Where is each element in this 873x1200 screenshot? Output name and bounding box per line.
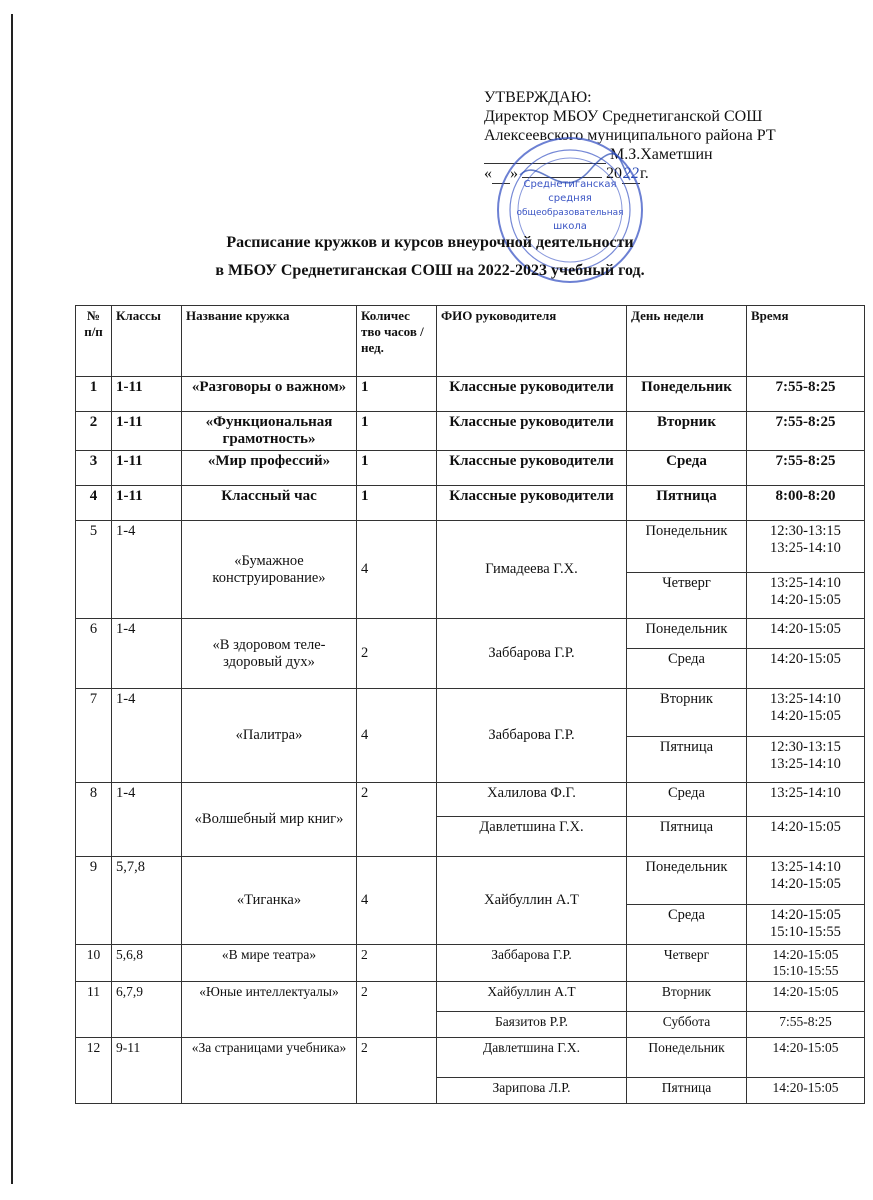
header-leader: ФИО руководителя — [437, 306, 627, 377]
title-line-1: Расписание кружков и курсов внеурочной деятельности — [226, 234, 634, 251]
table-row: Среда 14:20-15:05 — [76, 649, 865, 689]
table-header-row — [76, 306, 865, 377]
table-row: 12 9-11 «За страницами учебника» 2 Давлетшина Г.Х. Понедельник 14:20-15:05 — [76, 1038, 865, 1078]
year-handwritten: 22 — [623, 165, 639, 182]
table-row: Среда 14:20-15:05 15:10-15:55 — [76, 905, 865, 945]
header-day: День недели — [627, 306, 747, 377]
table-row: Четверг 13:25-14:10 14:20-15:05 — [76, 573, 865, 619]
header-hours: Количес тво часов /нед. — [357, 306, 437, 377]
header-time: Время — [747, 306, 865, 377]
table-row: 6 1-4 «В здоровом теле- здоровый дух» 2 Заббарова Г.Р. Понедельник 14:20-15:05 — [76, 619, 865, 649]
approval-heading: УТВЕРЖДАЮ: — [484, 89, 592, 106]
table-row: 9 5,7,8 «Тиганка» 4 Хайбуллин А.Т Понедельник 13:25-14:10 14:20-15:05 — [76, 857, 865, 905]
approval-signer: М.З.Хаметшин — [610, 146, 713, 163]
approval-line-1: Директор МБОУ Среднетиганской СОШ — [484, 108, 763, 125]
seal-text-1: Среднетиганская — [523, 179, 617, 190]
header-number: № п/п — [76, 306, 112, 377]
table-row: Баязитов Р.Р. Суббота 7:55-8:25 — [76, 1012, 865, 1038]
table-row: 2 1-11 «Функциональная грамотность» 1 Классные руководители Вторник 7:55-8:25 — [76, 412, 865, 451]
table-row: 7 1-4 «Палитра» 4 Заббарова Г.Р. Вторник 13:25-14:10 14:20-15:05 — [76, 689, 865, 737]
table-row: Зарипова Л.Р. Пятница 14:20-15:05 — [76, 1078, 865, 1104]
seal-text-4: школа — [553, 221, 587, 232]
table-row: 4 1-11 Классный час 1 Классные руководители Пятница 8:00-8:20 — [76, 486, 865, 521]
table-row: 3 1-11 «Мир профессий» 1 Классные руководители Среда 7:55-8:25 — [76, 451, 865, 486]
table-row: 10 5,6,8 «В мире театра» 2 Заббарова Г.Р. Четверг 14:20-15:05 15:10-15:55 — [76, 945, 865, 982]
school-seal-stamp — [480, 135, 660, 315]
table-row: 5 1-4 «Бумажное конструирование» 4 Гимадеева Г.Х. Понедельник 12:30-13:15 13:25-14:10 — [76, 521, 865, 573]
table-row: Давлетшина Г.Х. Пятница 14:20-15:05 — [76, 817, 865, 857]
seal-text-2: средняя — [548, 193, 592, 204]
table-row: 1 1-11 «Разговоры о важном» 1 Классные руководители Понедельник 7:55-8:25 — [76, 377, 865, 412]
table-row: Пятница 12:30-13:15 13:25-14:10 — [76, 737, 865, 783]
header-classes: Классы — [112, 306, 182, 377]
schedule-table — [75, 305, 865, 1104]
table-row: 11 6,7,9 «Юные интеллектуалы» 2 Хайбуллин А.Т Вторник 14:20-15:05 — [76, 982, 865, 1012]
title-line-2: в МБОУ Среднетиганская СОШ на 2022-2023 учебный год. — [215, 262, 645, 279]
approval-date: « » 2022г. — [484, 165, 649, 182]
seal-text-3: общеобразовательная — [516, 208, 624, 218]
table-row: 8 1-4 «Волшебный мир книг» 2 Халилова Ф.Г. Среда 13:25-14:10 — [76, 783, 865, 817]
approval-line-2: Алексеевского муниципального района РТ — [484, 127, 776, 144]
page-edge-line — [11, 14, 13, 1184]
header-club-name: Название кружка — [182, 306, 357, 377]
